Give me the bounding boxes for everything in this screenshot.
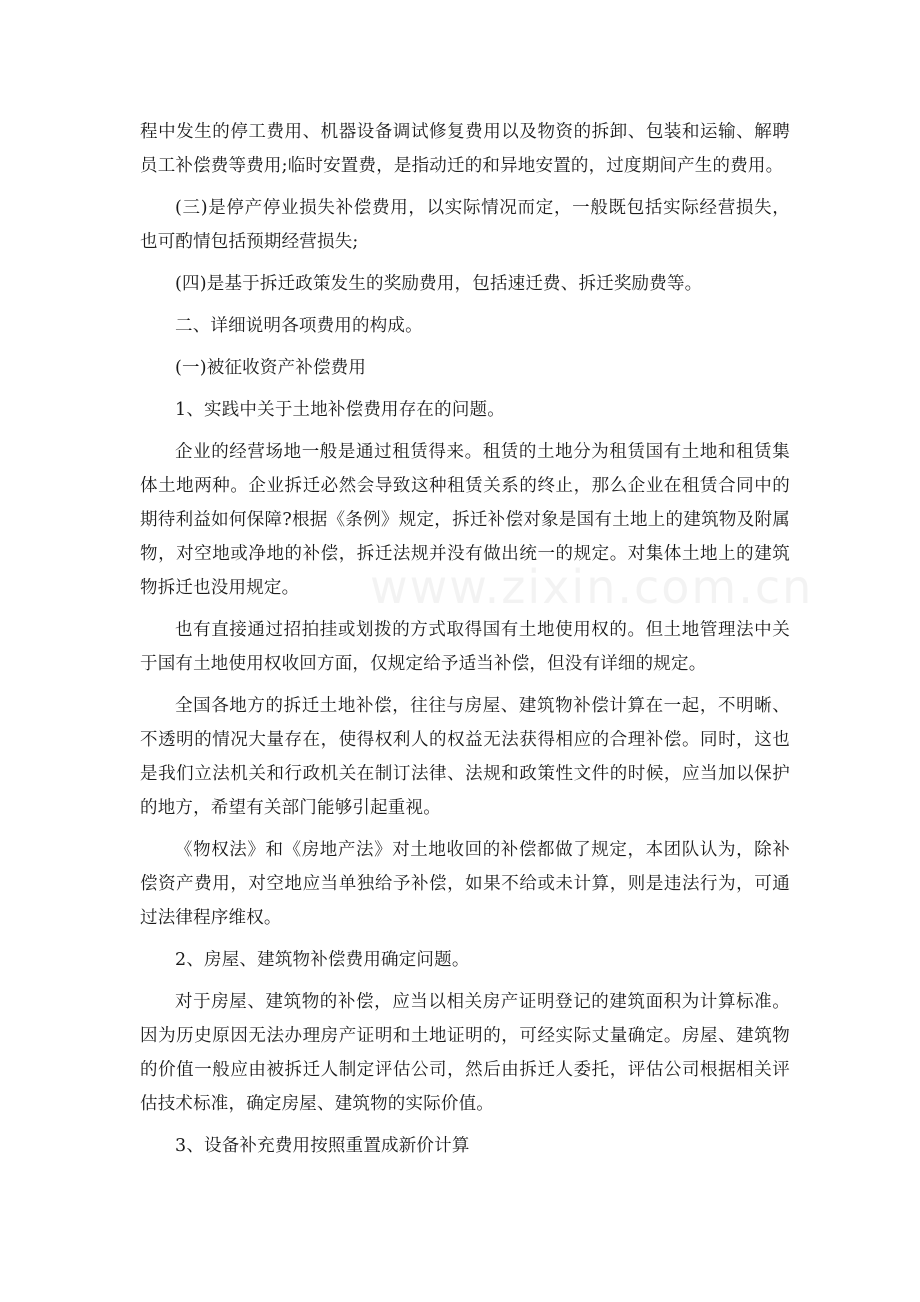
- watermark: www.zixin.com.cn: [370, 560, 814, 614]
- point-heading-1: 1、实践中关于土地补偿费用存在的问题。: [175, 400, 505, 420]
- point-heading-3: 3、设备补充费用按照重置成新价计算: [175, 1136, 470, 1156]
- paragraph-land-lease: 企业的经营场地一般是通过租赁得来。租赁的土地分为租赁国有土地和租赁集体土地两种。企业拆迁必然会导致这种租赁关系的终止，那么企业在租赁合同中的期待利益如何保障?根据《条例》规定，拆迁补偿对象是国有土地上的建筑物及附属物，对空地或净地的补偿，拆迁法规并没有做出统一的规定。对集体土地上的建筑物拆迁也没用规定。: [140, 442, 790, 598]
- paragraph-continuation: 程中发生的停工费用、机器设备调试修复费用以及物资的拆卸、包装和运输、解聘员工补偿费等费用;临时安置费，是指动迁的和异地安置的，过度期间产生的费用。: [140, 122, 790, 176]
- paragraph-building-compensation: 对于房屋、建筑物的补偿，应当以相关房产证明登记的建筑面积为计算标准。因为历史原因无法办理房产证明和土地证明的，可经实际丈量确定。房屋、建筑物的价值一般应由被拆迁人制定评估公司，然后由拆迁人委托，评估公司根据相关评估技术标准，确定房屋、建筑物的实际价值。: [140, 992, 790, 1114]
- document-body: [140, 115, 790, 1163]
- paragraph-item-four: (四)是基于拆迁政策发生的奖励费用，包括速迁费、拆迁奖励费等。: [175, 274, 703, 294]
- paragraph-national-compensation: 全国各地方的拆迁土地补偿，往往与房屋、建筑物补偿计算在一起，不明晰、不透明的情况大量存在，使得权利人的权益无法获得相应的合理补偿。同时，这也是我们立法机关和行政机关在制订法律、法规和政策性文件的时候，应当加以保护的地方，希望有关部门能够引起重视。: [140, 696, 790, 818]
- paragraph-property-law: 《物权法》和《房地产法》对土地收回的补偿都做了规定，本团队认为，除补偿资产费用，对空地应当单独给予补偿，如果不给或未计算，则是违法行为，可通过法律程序维权。: [140, 840, 790, 928]
- subsection-heading-one: (一)被征收资产补偿费用: [175, 358, 367, 378]
- paragraph-item-three: (三)是停产停业损失补偿费用，以实际情况而定，一般既包括实际经营损失，也可酌情包括预期经营损失;: [140, 198, 790, 252]
- section-heading-two: 二、详细说明各项费用的构成。: [175, 316, 423, 336]
- point-heading-2: 2、房屋、建筑物补偿费用确定问题。: [175, 950, 470, 970]
- paragraph-state-land: 也有直接通过招拍挂或划拨的方式取得国有土地使用权的。但土地管理法中关于国有土地使用权收回方面，仅规定给予适当补偿，但没有详细的规定。: [140, 620, 790, 674]
